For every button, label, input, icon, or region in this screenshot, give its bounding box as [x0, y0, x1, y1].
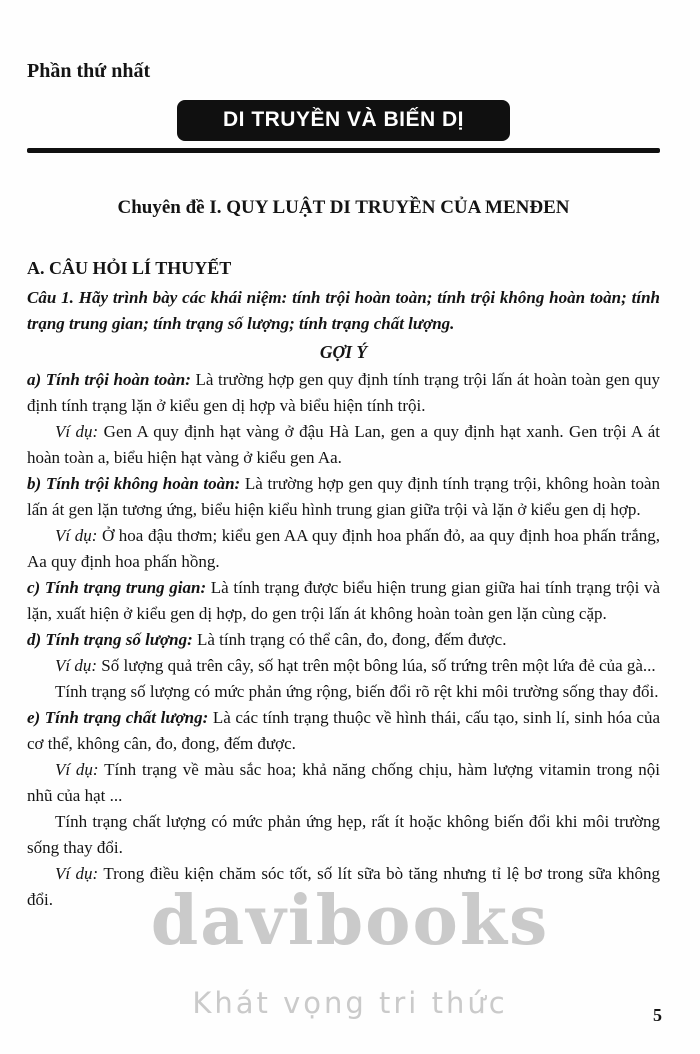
paragraph-text: Là trường hợp gen quy định tính trạng trội lấn át hoàn toàn gen quy định tính trạng lặn ở kiểu gen dị hợp và biểu hiện tính trội. [27, 370, 661, 415]
paragraph-lead: Ví dụ: [55, 656, 98, 675]
paragraph-text: Trong điều kiện chăm sóc tốt, số lít sữa bò tăng nhưng tỉ lệ bơ trong sữa không đổi. [27, 864, 660, 909]
question-text: Hãy trình bày các khái niệm: tính trội hoàn toàn; tính trội không hoàn toàn; tính trạng trung gian; tính trạng số lượng; tính trạng chất lượng. [27, 288, 661, 333]
paragraph-lead: d) Tính trạng số lượng: [27, 630, 193, 649]
example-paragraph [27, 419, 660, 471]
paragraph-text: Là các tính trạng thuộc về hình thái, cấu tạo, sinh lí, sinh hóa của cơ thể, không cân, đo, đong, đếm được. [27, 708, 661, 753]
paragraph-lead: Ví dụ: [55, 422, 99, 441]
paragraph-text: Tính trạng số lượng có mức phản ứng rộng, biến đổi rõ rệt khi môi trường sống thay đổi. [55, 682, 659, 701]
paragraph-text: Là trường hợp gen quy định tính trạng trội, không hoàn toàn lấn át gen lặn tương ứng, biểu hiện kiểu hình trung gian giữa trội và lặn ở kiểu gen dị hợp. [27, 474, 661, 519]
paragraph-lead: b) Tính trội không hoàn toàn: [27, 474, 241, 493]
hint-heading: GỢI Ý [319, 342, 368, 362]
question-label: Câu 1. [27, 288, 74, 307]
paragraph-text: Ở hoa đậu thơm; kiểu gen AA quy định hoa phấn đỏ, aa quy định hoa phấn trắng, Aa quy định hoa phấn hồng. [27, 526, 661, 571]
definition-paragraph-e [27, 705, 660, 757]
page-number: 5 [653, 1005, 662, 1025]
paragraph-lead: c) Tính trạng trung gian: [27, 578, 207, 597]
paragraph-lead: Ví dụ: [55, 526, 98, 545]
paragraph-text: Tính trạng về màu sắc hoa; khả năng chống chịu, hàm lượng vitamin trong nội nhũ của hạt ... [27, 760, 660, 805]
paragraph-lead: Ví dụ: [55, 760, 99, 779]
example-paragraph [27, 757, 660, 809]
banner-block [27, 100, 660, 153]
banner-rule [27, 148, 660, 153]
watermark-slogan: Khát vọng tri thức [192, 986, 508, 1020]
watermark-logo-text: davibooks [150, 881, 550, 961]
example-paragraph [27, 861, 660, 913]
paragraph-text: Gen A quy định hạt vàng ở đậu Hà Lan, gen a quy định hạt xanh. Gen trội A át hoàn toàn a, biểu hiện hạt vàng ở kiểu gen Aa. [27, 422, 660, 467]
paragraph-text: Tính trạng chất lượng có mức phản ứng hẹp, rất ít hoặc không biến đổi khi môi trường sống thay đổi. [27, 812, 660, 857]
part-label: Phần thứ nhất [27, 60, 151, 82]
example-paragraph [27, 653, 660, 679]
paragraph-text: Là tính trạng được biểu hiện trung gian giữa hai tính trạng trội và lặn, xuất hiện ở kiểu gen dị hợp, do gen trội lấn át không hoàn toàn gen lặn cùng cặp. [27, 578, 661, 623]
body-paragraph [27, 809, 660, 861]
definition-paragraph-c [27, 575, 660, 627]
definition-paragraph-b [27, 471, 660, 523]
paragraph-lead: e) Tính trạng chất lượng: [27, 708, 209, 727]
section-heading: A. CÂU HỎI LÍ THUYẾT [27, 258, 232, 278]
paragraph-lead: Ví dụ: [55, 864, 99, 883]
paragraph-text: Là tính trạng có thể cân, đo, đong, đếm được. [196, 630, 507, 649]
banner-title: DI TRUYỀN VÀ BIẾN DỊ [177, 100, 510, 141]
example-paragraph [27, 523, 660, 575]
definition-paragraph-a [27, 367, 660, 419]
body-paragraph [27, 679, 660, 705]
paragraph-text: Số lượng quả trên cây, số hạt trên một bông lúa, số trứng trên một lứa đẻ của gà... [101, 656, 656, 675]
question-paragraph [27, 285, 660, 337]
chapter-title: Chuyên đề I. QUY LUẬT DI TRUYỀN CỦA MENĐEN [117, 197, 570, 218]
paragraph-lead: a) Tính trội hoàn toàn: [27, 370, 191, 389]
definition-paragraph-d [27, 627, 660, 653]
